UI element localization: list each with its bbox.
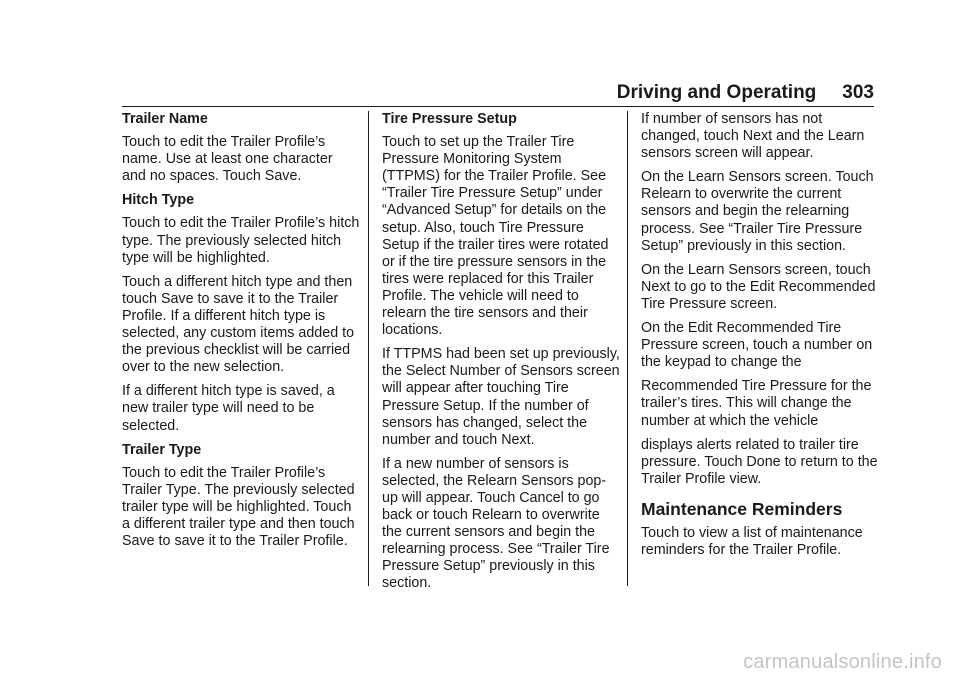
paragraph: On the Learn Sensors screen, touch Next to go to the Edit Recommended Tire Pressure screen.	[641, 261, 876, 312]
page-number: 303	[842, 82, 874, 103]
paragraph: Touch to edit the Trailer Profile’s hitch type. The previously selected hitch type will be highlighted.	[122, 215, 360, 266]
watermark-text: carmanualsonline.info	[743, 651, 942, 673]
paragraph: If number of sensors has not changed, touch Next and the Learn sensors screen will appear.	[641, 111, 865, 162]
column-left	[122, 111, 360, 557]
heading-trailer-type: Trailer Type	[122, 441, 202, 458]
paragraph: Touch to set up the Trailer Tire Pressure Monitoring System (TTPMS) for the Trailer Profile. See “Trailer Tire Pressure Setup” under “Advanced Setup” for details on the setup. Also, touch Tire Pressure Setup if the trailer tires were rotated or if the tire pressure sensors in the tires were replaced for this Trailer Profile. The vehicle will need to relearn the tire sensors and their locations.	[382, 134, 609, 339]
paragraph: If TTPMS had been set up previously, the Select Number of Sensors screen will appear after touching Tire Pressure Setup. If the number of sensors has changed, select the number and touch Next.	[382, 346, 620, 448]
paragraph: If a different hitch type is saved, a new trailer type will need to be selected.	[122, 383, 335, 434]
paragraph: Recommended Tire Pressure for the trailer’s tires. This will change the number at which the vehicle	[641, 378, 872, 429]
section-title: Driving and Operating	[616, 82, 817, 103]
paragraph: Touch to edit the Trailer Profile’s name. Use at least one character and no spaces. Touch Save.	[122, 134, 333, 185]
column-divider	[627, 111, 628, 586]
paragraph: Touch to view a list of maintenance reminders for the Trailer Profile.	[641, 524, 863, 558]
heading-hitch-type: Hitch Type	[122, 192, 195, 209]
paragraph: displays alerts related to trailer tire pressure. Touch Done to return to the Trailer Profile view.	[641, 436, 878, 487]
paragraph: On the Edit Recommended Tire Pressure screen, touch a number on the keypad to change the	[641, 320, 873, 371]
paragraph: If a new number of sensors is selected, the Relearn Sensors pop-up will appear. Touch Cancel to go back or touch Relearn to overwrite the current sensors and begin the relearning process. See “Trailer Tire Pressure Setup” previously in this section.	[382, 455, 610, 592]
header-divider	[122, 106, 874, 107]
heading-maintenance-reminders: Maintenance Reminders	[641, 498, 843, 519]
paragraph: On the Learn Sensors screen. Touch Relearn to overwrite the current sensors and begin the relearning process. See “Trailer Tire Pressure Setup” previously in this section.	[641, 169, 874, 254]
page-header	[617, 82, 874, 104]
column-divider	[368, 111, 369, 586]
paragraph: Touch a different hitch type and then touch Save to save it to the Trailer Profile. If a different hitch type is selected, any custom items added to the previous checklist will be carried over to the new selection.	[122, 273, 355, 376]
column-right	[641, 111, 879, 566]
paragraph: Touch to edit the Trailer Profile’s Trailer Type. The previously selected trailer type will be highlighted. Touch a different trailer type and then touch Save to save it to the Trailer Profile.	[122, 464, 355, 550]
column-middle	[382, 111, 620, 600]
heading-trailer-name: Trailer Name	[122, 111, 208, 127]
heading-tire-pressure-setup: Tire Pressure Setup	[382, 111, 517, 127]
